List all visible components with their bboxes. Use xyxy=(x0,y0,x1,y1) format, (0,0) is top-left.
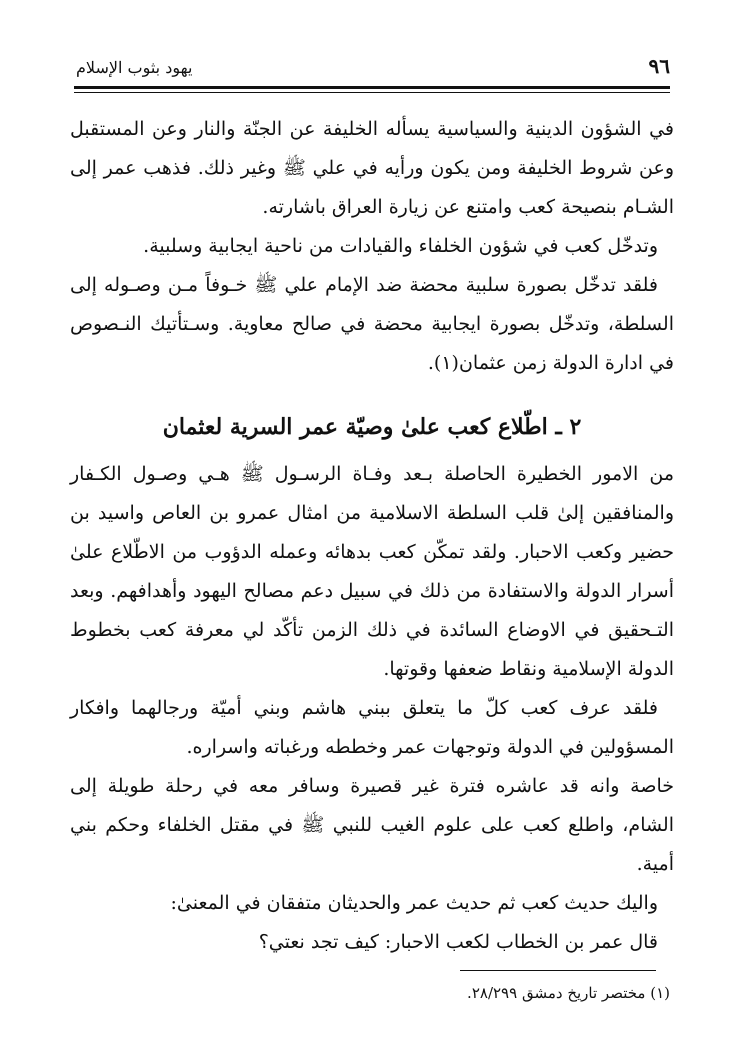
section-paragraph-2: فلقد عرف كعب كلّ ما يتعلق ببني هاشم وبني أميّة ورجالهما وافكار المسؤولين في الدولة وتوجهات عمر وخططه ورغباته واسراره. xyxy=(70,697,674,758)
footnote-rule xyxy=(460,970,656,971)
paragraph-3: فلقد تدخّل بصورة سلبية محضة ضد الإمام علي ﷺ خـوفاً مـن وصـوله إلى السلطة، وتدخّل بصورة ايجابية محضة في صالح معاوية. وسـتأتيك النـصوص في ادارة الدولة زمن عثمان(١). xyxy=(70,274,674,374)
body-text xyxy=(70,110,674,962)
page-number: ٩٦ xyxy=(648,54,670,78)
header-rule-thick xyxy=(74,86,670,89)
section-paragraph-5: قال عمر بن الخطاب لكعب الاحبار: كيف تجد نعتي؟ xyxy=(258,931,658,953)
section-paragraph-3: خاصة وانه قد عاشره فترة غير قصيرة وسافر معه في رحلة طويلة إلى الشام، واطلع كعب على علوم الغيب للنبي ﷺ في مقتل الخلفاء وحكم بني أمية. xyxy=(70,775,674,875)
section-paragraph-4: واليك حديث كعب ثم حديث عمر والحديثان متفقان في المعنىٰ: xyxy=(170,892,658,914)
page-header xyxy=(76,50,670,84)
section-heading: ٢ ـ اطّلاع كعب علىٰ وصيّة عمر السرية لعثمان xyxy=(162,414,582,440)
footnote: (١) مختصر تاريخ دمشق ٢٨/٢٩٩. xyxy=(467,984,670,1002)
paragraph-2: وتدخّل كعب في شؤون الخلفاء والقيادات من ناحية ايجابية وسلبية. xyxy=(143,235,658,257)
paragraph-1: في الشؤون الدينية والسياسية يسأله الخليفة عن الجنّة والنار وعن المستقبل وعن شروط الخليفة ومن يكون ورأيه في علي ﷺ وغير ذلك. فذهب عمر إلى الشـام بنصيحة كعب وامتنع عن زيارة العراق باشارته. xyxy=(70,118,674,218)
running-title: يهود بثوب الإسلام xyxy=(76,58,193,77)
section-paragraph-1: من الامور الخطيرة الحاصلة بـعد وفـاة الرسـول ﷺ هـي وصـول الكـفار والمنافقين إلىٰ قلب السلطة الاسلامية من امثال عمرو بن العاص واسيد بن حضير وكعب الاحبار. ولقد تمكّن كعب بدهائه وعمله الدؤوب من الاطّلاع علىٰ أسرار الدولة والاستفادة من ذلك في سبيل دعم مصالح اليهود وأهدافهم. وبعد التـحقيق في الاوضاع السائدة في ذلك الزمن تأكّد لي معرفة كعب بخطوط الدولة الإسلامية ونقاط ضعفها وقوتها. xyxy=(70,463,674,680)
header-rule-thin xyxy=(74,92,670,93)
